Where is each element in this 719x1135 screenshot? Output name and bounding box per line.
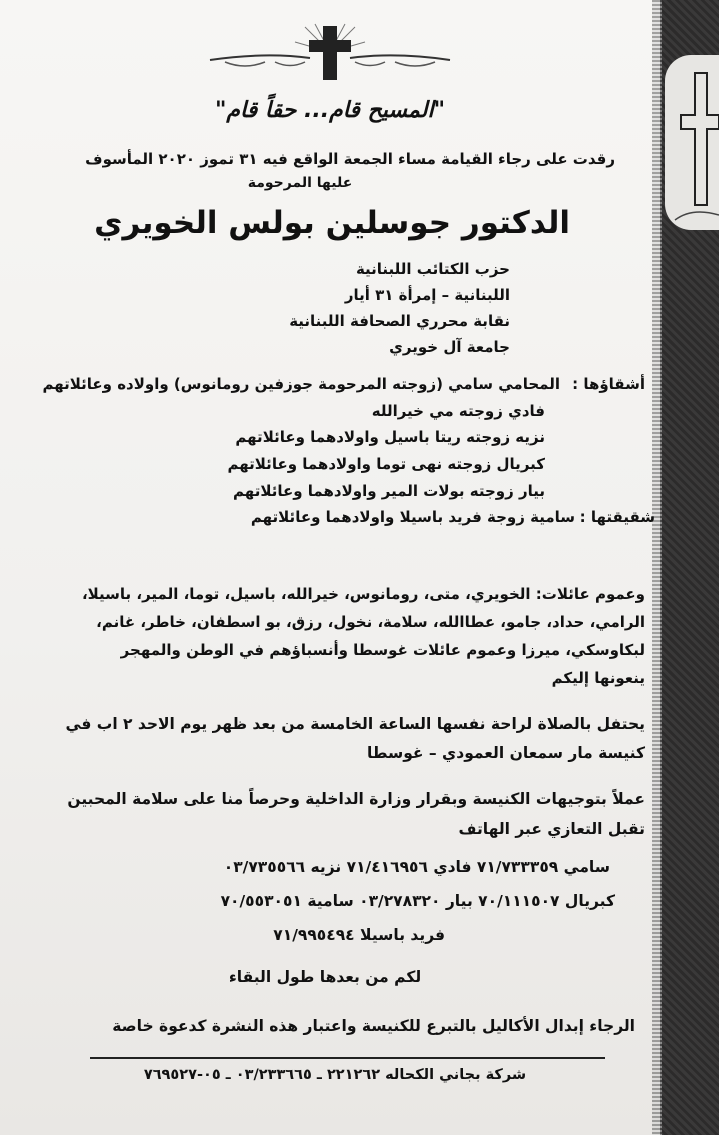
- brother-2: فادي زوجته مي خيرالله: [371, 402, 545, 420]
- families-line-4: ينعونها إليكم: [551, 669, 645, 687]
- closing: لكم من بعدها طول البقاء: [228, 968, 422, 986]
- affiliation-3: نقابة محرري الصحافة اللبنانية: [289, 312, 510, 330]
- footer-company: شركة بجاني الكحاله ٢٢١٢٦٢ ـ ٠٣/٢٣٣٦٦٥ ـ ٠٥-٧٦٩٥٢٧: [143, 1067, 527, 1083]
- side-cross-panel: [665, 55, 719, 230]
- wreath-request: الرجاء إبدال الأكاليل بالتبرع للكنيسة واعتبار هذه النشرة كدعوة خاصة: [112, 1017, 635, 1035]
- prayer-line-2: كنيسة مار سمعان العمودي – غوسطا: [367, 744, 645, 762]
- prayer-line-1: يحتفل بالصلاة لراحة نفسها الساعة الخامسة من بعد ظهر يوم الاحد ٢ اب في: [65, 715, 645, 733]
- sister-label: شقيقتها :: [579, 508, 655, 526]
- deceased-name: الدكتور جوسلين بولس الخويري: [94, 205, 570, 241]
- notice-line-2: تقبل التعازي عبر الهاتف: [458, 820, 645, 838]
- affiliation-4: جامعة آل خويري: [389, 338, 510, 356]
- families-line-3: لبكاوسكي، ميرزا وعموم عائلات غوسطا وأنسباؤهم في الوطن والمهجر: [120, 641, 645, 659]
- phones-line-3: فريد باسيلا ٧١/٩٩٥٤٩٤: [273, 926, 445, 944]
- notice-line-1: عملاً بتوجيهات الكنيسة وبقرار وزارة الداخلية وحرصاً منا على سلامة المحبين: [67, 790, 645, 808]
- affiliation-2: اللبنانية – إمرأة ٣١ أيار: [344, 286, 510, 304]
- sister: سامية زوجة فريد باسيلا واولادهما وعائلاتهم: [250, 508, 575, 526]
- intro-line-2: عليها المرحومة: [247, 175, 353, 191]
- brother-3: نزيه زوجته ريتا باسيل واولادهما وعائلاتهم: [235, 428, 545, 446]
- brother-5: بيار زوجته بولات المير واولادهما وعائلاتهم: [233, 482, 545, 500]
- paper-edge: [652, 0, 662, 1135]
- brother-4: كبريال زوجته نهى توما واولادهما وعائلاتهم: [227, 455, 545, 473]
- motto: "المسيح قام... حقاً قام": [214, 98, 446, 123]
- brothers-label: أشقاؤها :: [572, 375, 645, 393]
- families-line-1: وعموم عائلات: الخويري، متى، رومانوس، خيرالله، باسيل، توما، المير، باسيلا،: [81, 585, 645, 603]
- intro-line-1: رقدت على رجاء القيامة مساء الجمعة الواقع فيه ٣١ تموز ٢٠٢٠ المأسوف: [85, 150, 615, 168]
- phones-line-2: كبريال ٧٠/١١١٥٠٧ بيار ٠٣/٢٧٨٣٢٠ سامية ٧٠/٥٥٣٠٥١: [220, 892, 615, 910]
- affiliation-1: حزب الكتائب اللبنانية: [355, 260, 510, 278]
- footer-divider: [90, 1057, 605, 1059]
- side-cross-icon: [665, 55, 719, 230]
- phones-line-1: سامي ٧١/٧٣٣٣٥٩ فادي ٧١/٤١٦٩٥٦ نزيه ٠٣/٧٣٥٥٦٦: [223, 858, 610, 876]
- families-line-2: الرامي، حداد، جامو، عطاالله، سلامة، نخول، رزق، بو اسطفان، خاطر، غانم،: [96, 613, 645, 631]
- cross-ornament-icon: [205, 22, 455, 84]
- brother-1: المحامي سامي (زوجته المرحومة جوزفين رومانوس) واولاده وعائلاتهم: [42, 375, 560, 393]
